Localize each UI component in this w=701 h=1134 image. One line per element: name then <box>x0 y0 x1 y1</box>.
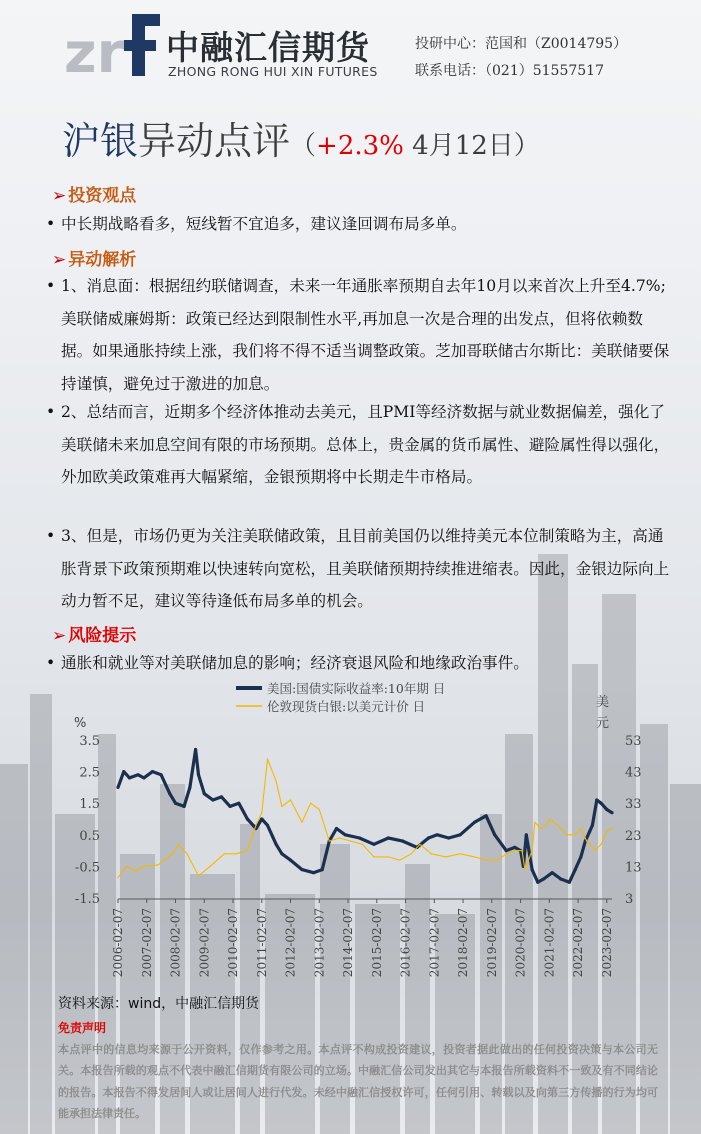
data-point-silver <box>557 825 558 826</box>
data-point-yield <box>197 773 200 776</box>
data-point-silver <box>575 834 576 835</box>
data-point-silver <box>143 866 144 867</box>
data-point-silver <box>126 866 127 867</box>
right-axis-unit: 美 <box>596 695 610 710</box>
data-point-yield <box>525 833 528 836</box>
data-point-yield <box>128 776 131 779</box>
data-point-yield <box>203 792 206 795</box>
x-tick-label: 2012-02-07 <box>283 908 298 978</box>
data-point-silver <box>474 856 475 857</box>
data-point-yield <box>211 798 214 801</box>
data-point-silver <box>460 853 461 854</box>
list-item-text: 中长期战略看多，短线暂不宜追多，建议逢回调布局多单。 <box>61 215 467 233</box>
data-point-yield <box>531 868 534 871</box>
data-point-silver <box>411 853 412 854</box>
y-left-tick-label: 1.5 <box>79 797 100 813</box>
company-name-cn: 中融汇信期货 <box>166 28 370 67</box>
data-point-yield <box>321 868 324 871</box>
data-point-silver <box>445 856 446 857</box>
data-point-silver <box>373 856 374 857</box>
data-point-yield <box>220 795 223 798</box>
data-point-yield <box>595 798 598 801</box>
data-point-yield <box>579 855 582 858</box>
x-tick-label: 2013-02-07 <box>312 908 327 978</box>
data-point-yield <box>183 805 186 808</box>
list-item <box>46 208 672 241</box>
data-point-yield <box>280 852 283 855</box>
data-source: 资料来源：wind，中融汇信期货 <box>58 996 260 1012</box>
data-point-yield <box>436 833 439 836</box>
data-point-yield <box>473 821 476 824</box>
list-item <box>46 396 672 494</box>
data-point-yield <box>447 836 450 839</box>
section-title: 投资观点 <box>68 186 137 206</box>
x-tick-label: 2015-02-07 <box>369 908 384 978</box>
series-line-real-yield <box>118 750 612 883</box>
data-point-yield <box>588 830 591 833</box>
x-tick-label: 2018-02-07 <box>456 908 471 978</box>
list-item <box>46 647 672 680</box>
data-point-yield <box>275 843 278 846</box>
legend-label: 伦敦现货白银:以美元计价 日 <box>267 699 426 714</box>
data-point-yield <box>542 877 545 880</box>
section-investment-view <box>52 181 136 206</box>
data-point-silver <box>431 853 432 854</box>
x-tick-label: 2006-02-07 <box>111 908 125 978</box>
data-point-silver <box>580 828 581 829</box>
data-point-yield <box>237 802 240 805</box>
data-point-silver <box>419 844 420 845</box>
bullet-icon: • <box>46 527 56 545</box>
y-right-tick-label: 23 <box>625 828 642 844</box>
y-right-tick-label: 13 <box>625 860 642 876</box>
x-tick-label: 2009-02-07 <box>197 908 212 978</box>
company-logo-mark <box>62 10 162 80</box>
data-point-yield <box>260 817 263 820</box>
header <box>0 0 701 95</box>
yield-silver-chart <box>0 678 701 988</box>
data-point-silver <box>362 844 363 845</box>
bullet-icon: • <box>46 654 56 672</box>
arrow-icon: ➢ <box>52 250 67 270</box>
data-point-silver <box>606 831 607 832</box>
data-point-yield <box>229 805 232 808</box>
data-point-yield <box>246 817 249 820</box>
list-item-text: 通胀和就业等对美联储加息的影响；经济衰退风险和地缘政治事件。 <box>61 654 529 672</box>
data-point-silver <box>224 853 225 854</box>
x-tick-label: 2007-02-07 <box>139 908 154 978</box>
data-point-silver <box>399 860 400 861</box>
arrow-icon: ➢ <box>52 626 67 646</box>
data-point-silver <box>290 799 291 800</box>
contact-phone: 联系电话：（021）51557517 <box>415 63 604 79</box>
data-point-yield <box>493 833 496 836</box>
data-point-yield <box>600 802 603 805</box>
arrow-icon: ➢ <box>52 186 67 206</box>
data-point-yield <box>151 770 154 773</box>
data-point-silver <box>247 850 248 851</box>
list-item-text: 2、总结而言，近期多个经济体推动去美元，且PMI等经济数据与就业数据偏差，强化了美联储未来加息空间有限的市场预期。总体上，贵金属的货币属性、避险属性得以强化，外加欧美政策难再大幅紧缩，金银预期将中长期走牛市格局。 <box>61 403 670 486</box>
x-tick-label: 2016-02-07 <box>398 908 413 978</box>
section-title: 异动解析 <box>68 250 137 270</box>
y-right-tick-label: 53 <box>625 734 642 749</box>
x-tick-label: 2008-02-07 <box>168 908 183 978</box>
data-point-silver <box>261 812 262 813</box>
svg-text:zr: zr <box>64 21 125 80</box>
data-point-silver <box>281 806 282 807</box>
left-axis-unit: % <box>74 716 87 731</box>
data-point-yield <box>574 868 577 871</box>
disclaimer-text: 本点评中的信息均来源于公开资料，仅作参考之用。本点评不构成投资建议，投资者据此做出的任何投资决策与本公司无关。本报告所载的观点不代表中融汇信期货有限公司的立场。中融汇信公司发出其它与本报告所载资料不一致及有不同结论的报告。本报告不得发居间人或让居间人进行代发。未经中融汇信授权许可，任何引用、转载以及向第三方传播的行为均可能承担法律责任。 <box>58 1043 658 1120</box>
data-point-silver <box>319 809 320 810</box>
y-left-tick-label: -0.5 <box>74 860 100 876</box>
x-tick-label: 2023-02-07 <box>599 908 614 978</box>
x-tick-label: 2014-02-07 <box>341 908 356 978</box>
y-right-tick-label: 33 <box>625 797 642 813</box>
data-point-yield <box>559 877 562 880</box>
data-point-yield <box>344 833 347 836</box>
data-point-silver <box>595 850 596 851</box>
data-point-silver <box>540 828 541 829</box>
data-point-silver <box>534 822 535 823</box>
x-tick-label: 2017-02-07 <box>427 908 442 978</box>
y-left-tick-label: 2.5 <box>79 765 100 781</box>
data-point-silver <box>209 866 210 867</box>
section-title: 风险提示 <box>68 626 137 646</box>
data-point-silver <box>514 850 515 851</box>
x-tick-label: 2021-02-07 <box>542 908 557 978</box>
data-point-silver <box>158 864 159 865</box>
data-point-yield <box>591 824 594 827</box>
data-point-silver <box>310 803 311 804</box>
data-point-silver <box>178 844 179 845</box>
data-point-yield <box>427 836 430 839</box>
title-change: +2.3% <box>316 131 404 161</box>
data-point-silver <box>255 825 256 826</box>
title-kind: 异动点评 <box>138 119 291 163</box>
data-point-yield <box>536 881 539 884</box>
data-point-yield <box>174 802 177 805</box>
data-point-yield <box>387 836 390 839</box>
data-point-silver <box>267 758 268 759</box>
x-tick-label: 2020-02-07 <box>513 908 528 978</box>
x-tick-label: 2022-02-07 <box>571 908 586 978</box>
disclaimer-title: 免责声明 <box>58 1021 107 1035</box>
data-point-silver <box>117 877 118 878</box>
data-point-silver <box>388 856 389 857</box>
data-point-yield <box>568 881 571 884</box>
y-right-tick-label: 3 <box>625 892 634 907</box>
data-point-yield <box>335 827 338 830</box>
data-point-yield <box>610 811 613 814</box>
data-point-silver <box>235 853 236 854</box>
data-point-silver <box>601 844 602 845</box>
bullet-icon: • <box>46 403 56 421</box>
data-point-yield <box>505 849 508 852</box>
data-point-yield <box>116 786 119 789</box>
data-point-yield <box>194 748 197 751</box>
page-title <box>62 110 540 165</box>
x-tick-label: 2010-02-07 <box>226 908 241 978</box>
x-tick-label: 2011-02-07 <box>254 908 269 978</box>
data-point-yield <box>312 871 315 874</box>
analyst-info: 投研中心：范国和（Z0014795） <box>415 36 628 52</box>
data-point-yield <box>122 770 125 773</box>
section-risk <box>52 621 136 646</box>
company-name-en: ZHONG RONG HUI XIN FUTURES <box>168 64 378 79</box>
data-point-silver <box>301 822 302 823</box>
list-item-text: 1、消息面：根据纽约联储调查，未来一年通胀率预期自去年10月以来首次上升至4.7%;美联储威廉姆斯：政策已经达到限制性水平,再加息一次是合理的出发点，但将依赖数据。如果通胀持续上涨，我们将不得不适当调整政策。芝加哥联储古尔斯比：美联储要保持谨慎，避免过于激进的加息。 <box>61 277 670 393</box>
data-point-silver <box>339 837 340 838</box>
data-point-silver <box>486 860 487 861</box>
data-point-yield <box>485 814 488 817</box>
data-point-silver <box>532 850 533 851</box>
data-point-silver <box>546 825 547 826</box>
data-point-silver <box>135 871 136 872</box>
list-item <box>46 520 672 618</box>
data-point-yield <box>137 773 140 776</box>
data-point-silver <box>506 853 507 854</box>
data-point-yield <box>168 792 171 795</box>
data-point-yield <box>358 836 361 839</box>
y-left-tick-label: 3.5 <box>79 734 100 749</box>
data-point-silver <box>172 853 173 854</box>
bullet-icon: • <box>46 215 56 233</box>
data-point-silver <box>350 841 351 842</box>
data-point-silver <box>521 850 522 851</box>
data-point-silver <box>198 875 199 876</box>
list-item <box>46 270 672 400</box>
data-point-yield <box>266 824 269 827</box>
data-point-silver <box>611 828 612 829</box>
data-point-yield <box>513 846 516 849</box>
legend-label: 美国:国债实际收益率:10年期 日 <box>267 681 446 696</box>
data-point-yield <box>605 808 608 811</box>
data-point-yield <box>289 859 292 862</box>
data-point-yield <box>401 840 404 843</box>
x-tick-label: 2019-02-07 <box>484 908 499 978</box>
data-point-silver <box>586 841 587 842</box>
section-analysis <box>52 245 136 270</box>
data-point-yield <box>188 786 191 789</box>
title-paren: （ <box>290 131 317 161</box>
data-point-silver <box>276 781 277 782</box>
title-product: 沪银 <box>62 119 139 163</box>
y-right-tick-label: 43 <box>625 765 642 781</box>
data-point-yield <box>551 871 554 874</box>
data-point-silver <box>566 834 567 835</box>
data-point-yield <box>142 776 145 779</box>
data-point-silver <box>524 869 525 870</box>
y-left-tick-label: 0.5 <box>79 828 100 844</box>
data-point-silver <box>329 841 330 842</box>
data-point-silver <box>549 818 550 819</box>
title-date: 4月12日） <box>403 131 540 161</box>
data-point-silver <box>497 860 498 861</box>
data-point-yield <box>372 843 375 846</box>
data-point-yield <box>160 773 163 776</box>
data-point-yield <box>459 833 462 836</box>
y-left-tick-label: -1.5 <box>74 892 100 907</box>
list-item-text: 3、但是，市场仍更为关注美联储政策，且目前美国仍以维持美元本位制策略为主，高通胀背景下政策预期难以快速转向宽松，且美联储预期持续推进缩表。因此，金银边际向上动力暂不足，建议等待逢低布局多单的机会。 <box>61 527 670 610</box>
data-point-silver <box>186 853 187 854</box>
data-point-yield <box>300 868 303 871</box>
bullet-icon: • <box>46 277 56 295</box>
right-axis-unit: 元 <box>596 716 610 731</box>
